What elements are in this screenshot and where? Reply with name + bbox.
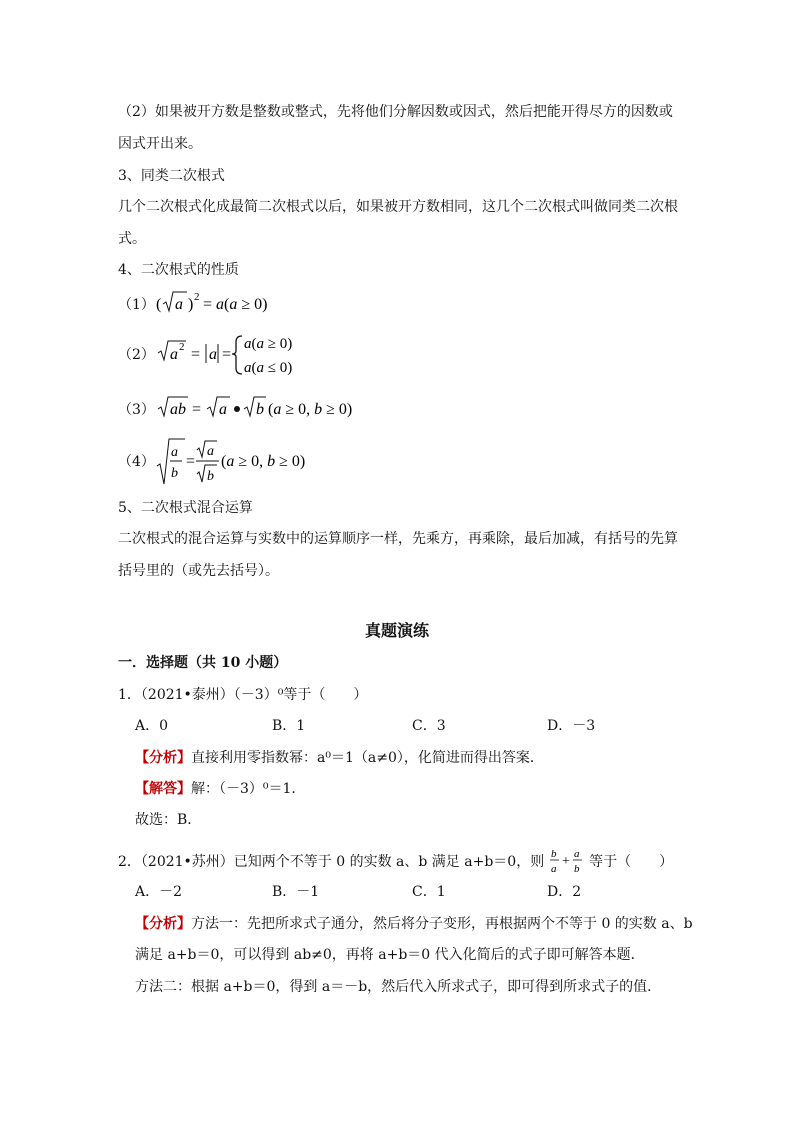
svg-text:=: = <box>192 401 202 418</box>
text-line: 括号里的（或先去括号）。 <box>118 563 279 579</box>
text-line: （2）如果被开方数是整数或整式，先将他们分解因数或因式，然后把能开得尽方的因数或 <box>118 104 673 120</box>
svg-text:= a(a ≥ 0): = a(a ≥ 0) <box>203 296 268 313</box>
q2-option-d: D．2 <box>547 884 582 900</box>
svg-text:a: a <box>550 863 557 875</box>
svg-text:2: 2 <box>179 341 185 353</box>
fraction-expression <box>549 847 585 875</box>
formula-property-1 <box>156 288 286 318</box>
analysis-text: 直接利用零指数幂：a⁰＝1（a≠0），化简进而得出答案． <box>191 750 544 766</box>
stem-part-b: 等于（ ） <box>589 854 674 870</box>
property-2-label: （2） <box>118 347 155 363</box>
svg-text:b: b <box>171 466 178 481</box>
heading-3: 3、同类二次根式 <box>118 168 225 184</box>
svg-text:=: = <box>222 346 232 363</box>
property-4-label: （4） <box>118 454 155 470</box>
q2-analysis-cont: 满足 a+b＝0，可以得到 ab≠0，再将 a+b＝0 代入化简后的式子即可解答本题． <box>135 947 645 963</box>
question-2-stem <box>118 847 673 875</box>
q2-analysis-method-2: 方法二：根据 a+b＝0，得到 a＝－b，然后代入所求式子，即可得到所求式子的值． <box>135 979 662 995</box>
analysis-text: 方法一：先把所求式子通分，然后将分子变形，再根据两个不等于 0 的实数 a、b <box>191 916 693 932</box>
svg-text:(a ≥ 0, b ≥ 0): (a ≥ 0, b ≥ 0) <box>268 401 353 418</box>
svg-text:ab: ab <box>170 401 186 418</box>
q2-analysis <box>135 914 693 934</box>
svg-text:=: = <box>186 453 196 470</box>
part-title: 一．选择题（共 10 小题） <box>118 655 288 671</box>
svg-text:a(a ≥ 0): a(a ≥ 0) <box>244 336 293 352</box>
heading-4: 4、二次根式的性质 <box>118 262 239 278</box>
svg-text:a: a <box>171 445 178 460</box>
formula-property-3 <box>156 394 356 422</box>
svg-text:(: ( <box>156 296 162 313</box>
question-1-stem: 1．（2021•泰州）（－3）⁰等于（ ） <box>118 687 368 703</box>
formula-property-4 <box>155 436 355 488</box>
text-line: 式。 <box>118 231 146 247</box>
svg-text:b: b <box>550 848 557 860</box>
formula-property-2 <box>156 332 306 380</box>
svg-text:a: a <box>175 296 183 313</box>
property-1-label: （1） <box>118 297 155 313</box>
svg-text:b: b <box>207 469 214 484</box>
svg-text:a: a <box>207 444 214 459</box>
text-line: 几个二次根式化成最简二次根式以后，如果被开方数相同，这几个二次根式叫做同类二次根 <box>118 199 678 215</box>
q1-answer <box>135 779 305 799</box>
svg-text:): ) <box>188 296 194 313</box>
svg-text:2: 2 <box>194 291 200 303</box>
svg-text:a: a <box>573 848 580 860</box>
q1-option-a: A．0 <box>135 718 169 734</box>
svg-text:a: a <box>209 346 217 363</box>
svg-text:b: b <box>573 863 580 875</box>
svg-text:a: a <box>219 401 227 418</box>
svg-text:b: b <box>256 401 264 418</box>
q2-option-a: A．－2 <box>135 884 183 900</box>
q2-option-c: C．1 <box>412 884 446 900</box>
svg-text:(a ≥ 0, b ≥ 0): (a ≥ 0, b ≥ 0) <box>221 453 306 470</box>
property-3-label: （3） <box>118 402 155 418</box>
answer-tag: 【解答】 <box>135 781 191 797</box>
heading-5: 5、二次根式混合运算 <box>118 500 253 516</box>
answer-text: 解：（－3）⁰＝1． <box>191 781 306 797</box>
q1-analysis <box>135 748 544 768</box>
stem-part-a: 2．（2021•苏州）已知两个不等于 0 的实数 a、b 满足 a+b＝0，则 <box>118 854 545 870</box>
text-line: 因式开出来。 <box>118 136 202 152</box>
svg-text:a(a ≤ 0): a(a ≤ 0) <box>244 360 293 376</box>
svg-text:=: = <box>191 346 201 363</box>
analysis-tag: 【分析】 <box>135 916 191 932</box>
q2-option-b: B．－1 <box>272 884 320 900</box>
analysis-tag: 【分析】 <box>135 750 191 766</box>
section-title: 真题演练 <box>364 621 429 640</box>
svg-text:a: a <box>170 346 178 363</box>
svg-text:+: + <box>561 854 570 869</box>
q1-option-c: C．3 <box>412 718 446 734</box>
q1-option-b: B．1 <box>272 718 306 734</box>
q1-choice: 故选：B． <box>135 812 202 828</box>
text-line: 二次根式的混合运算与实数中的运算顺序一样，先乘方，再乘除，最后加减，有括号的先算 <box>118 531 678 547</box>
q1-option-d: D．－3 <box>547 718 596 734</box>
